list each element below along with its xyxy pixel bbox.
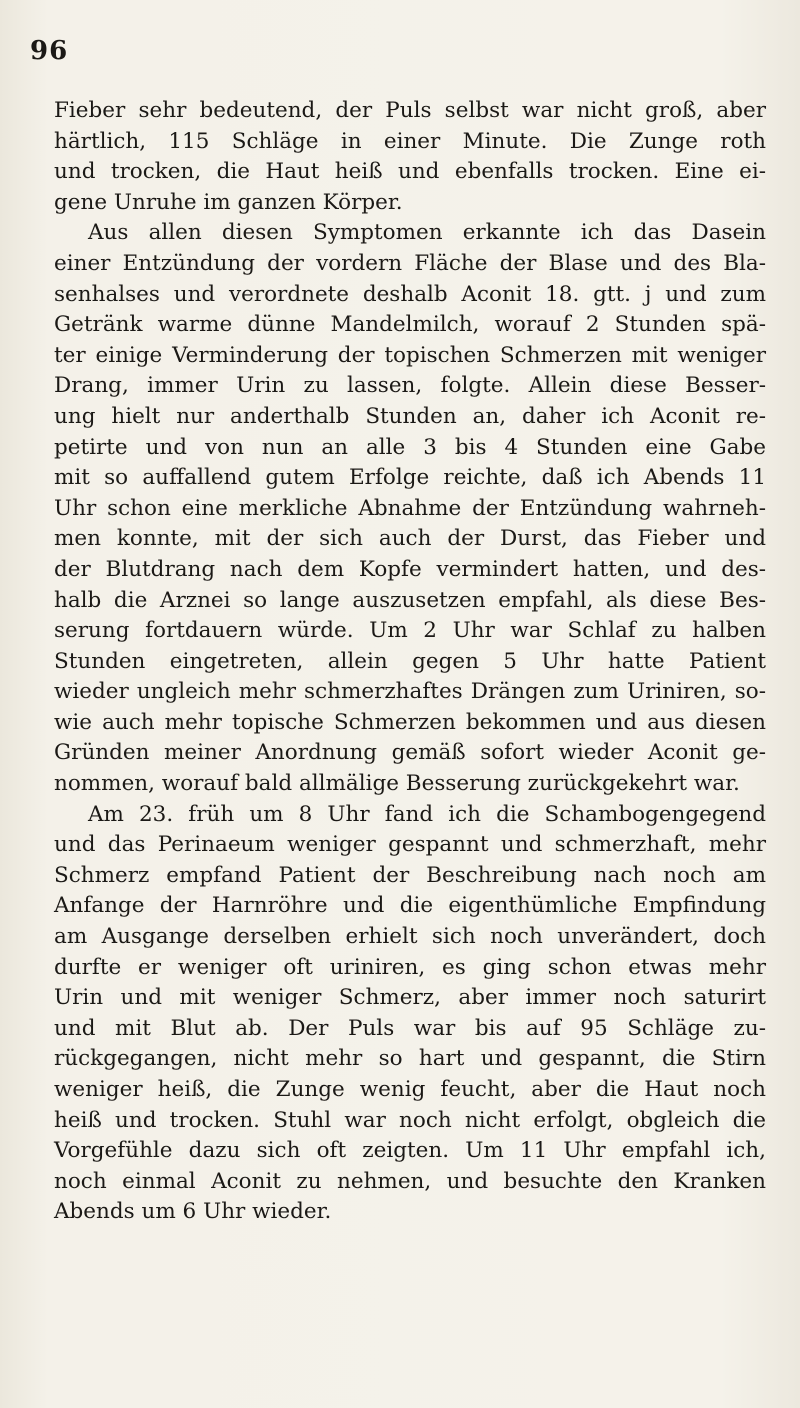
- text-line: Uhr schon eine merkliche Abnahme der Entzündung wahrneh-: [54, 495, 766, 521]
- text-line: petirte und von nun an alle 3 bis 4 Stunden eine Gabe: [54, 434, 766, 460]
- text-line: ter einige Verminderung der topischen Schmerzen mit weniger: [54, 342, 766, 368]
- text-line: Stunden eingetreten, allein gegen 5 Uhr hatte Patient: [54, 648, 766, 674]
- text-line: serung fortdauern würde. Um 2 Uhr war Schlaf zu halben: [54, 618, 766, 644]
- text-line: noch einmal Aconit zu nehmen, und besuchte den Kranken: [54, 1168, 766, 1194]
- text-line: und trocken, die Haut heiß und ebenfalls trocken. Eine ei-: [54, 159, 766, 185]
- text-line: und mit Blut ab. Der Puls war bis auf 95 Schläge zu-: [54, 1015, 766, 1041]
- text-line: gene Unruhe im ganzen Körper.: [54, 189, 403, 215]
- text-line: mit so auffallend gutem Erfolge reichte, daß ich Abends 11: [54, 465, 766, 491]
- text-line: der Blutdrang nach dem Kopfe vermindert hatten, und des-: [54, 556, 766, 582]
- text-line: durfte er weniger oft uriniren, es ging schon etwas mehr: [54, 954, 766, 980]
- text-line: und das Perinaeum weniger gespannt und schmerzhaft, mehr: [54, 832, 766, 858]
- text-line: Gründen meiner Anordnung gemäß sofort wieder Aconit ge-: [54, 740, 766, 766]
- text-line: wie auch mehr topische Schmerzen bekommen und aus diesen: [54, 709, 766, 735]
- text-line: nommen, worauf bald allmälige Besserung zurückgekehrt war.: [54, 771, 740, 797]
- text-line: halb die Arznei so lange auszusetzen empfahl, als diese Bes-: [54, 587, 766, 613]
- text-line: weniger heiß, die Zunge wenig feucht, aber die Haut noch: [54, 1077, 766, 1102]
- text-line: senhalses und verordnete deshalb Aconit 18. gtt. j und zum: [54, 281, 766, 307]
- text-line: ung hielt nur anderthalb Stunden an, daher ich Aconit re-: [54, 403, 766, 429]
- page-number: 96: [30, 36, 69, 66]
- text-line: am Ausgange derselben erhielt sich noch unverändert, doch: [54, 924, 766, 950]
- text-line: Anfange der Harnröhre und die eigenthümliche Empfindung: [54, 893, 766, 919]
- text-line: einer Entzündung der vordern Fläche der Blase und des Bla-: [54, 250, 766, 276]
- text-line: men konnte, mit der sich auch der Durst, das Fieber und: [54, 526, 766, 552]
- text-line: heiß und trocken. Stuhl war noch nicht erfolgt, obgleich die: [54, 1107, 766, 1133]
- text-line: Drang, immer Urin zu lassen, folgte. Allein diese Besser-: [54, 373, 766, 399]
- text-line: Fieber sehr bedeutend, der Puls selbst war nicht groß, aber: [54, 98, 766, 123]
- text-line: Getränk warme dünne Mandelmilch, worauf 2 Stunden spä-: [54, 312, 766, 338]
- body-text: [54, 96, 766, 1228]
- text-line: Vorgefühle dazu sich oft zeigten. Um 11 Uhr empfahl ich,: [54, 1138, 766, 1164]
- text-line: Abends um 6 Uhr wieder.: [54, 1199, 332, 1225]
- text-line: härtlich, 115 Schläge in einer Minute. Die Zunge roth: [54, 128, 766, 154]
- text-line: Schmerz empfand Patient der Beschreibung nach noch am: [54, 862, 766, 888]
- text-line: wieder ungleich mehr schmerzhaftes Drängen zum Uriniren, so-: [54, 679, 766, 705]
- text-line: rückgegangen, nicht mehr so hart und gespannt, die Stirn: [54, 1046, 766, 1072]
- text-line: Aus allen diesen Symptomen erkannte ich das Dasein: [88, 220, 766, 246]
- text-line: Am 23. früh um 8 Uhr fand ich die Schambogengegend: [88, 801, 766, 827]
- text-line: Urin und mit weniger Schmerz, aber immer noch saturirt: [54, 985, 766, 1011]
